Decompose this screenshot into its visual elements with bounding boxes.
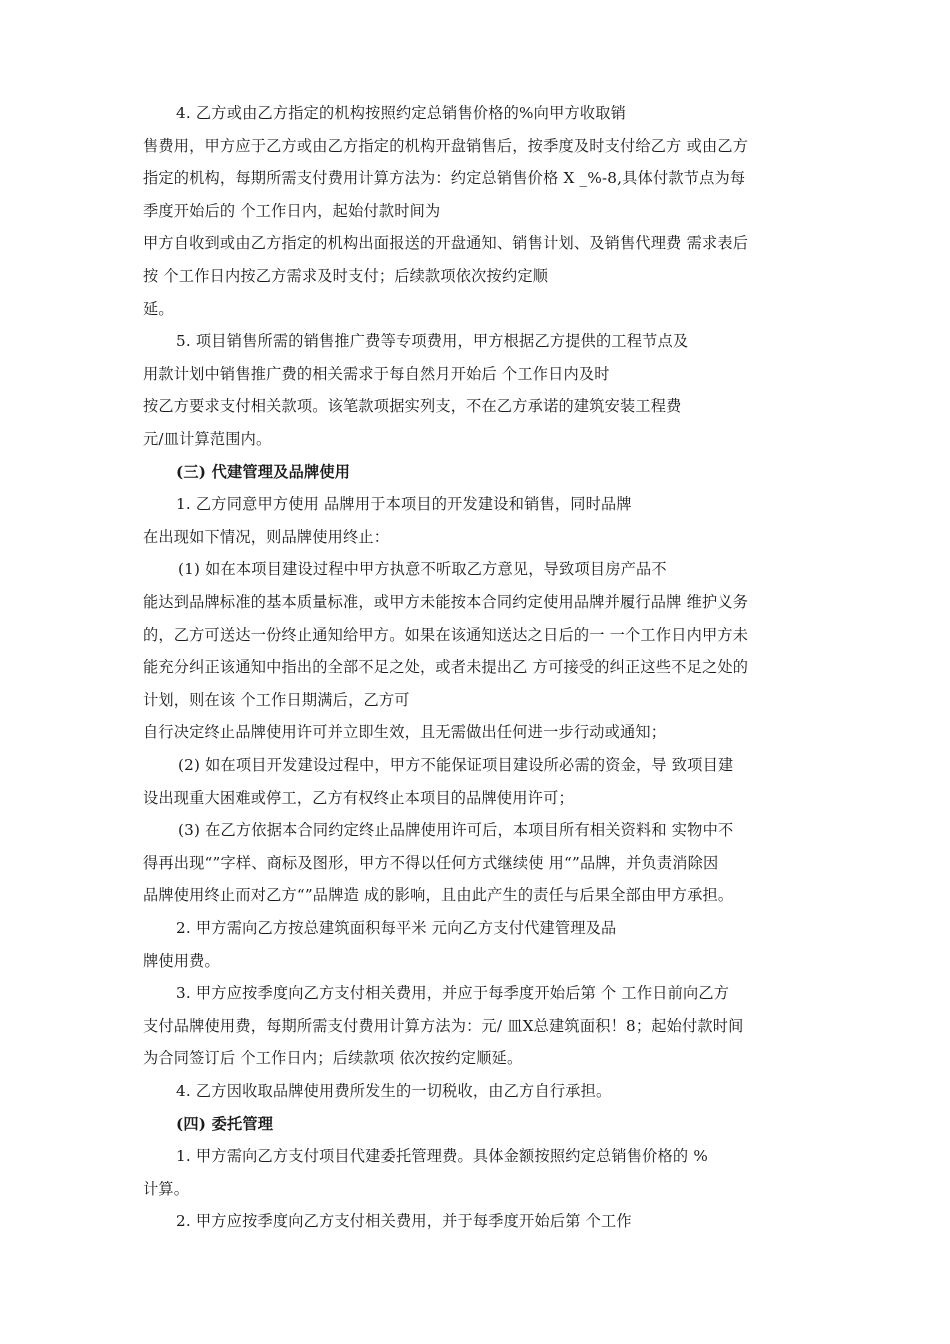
text-line: 1. 甲方需向乙方支付项目代建委托管理费。具体金额按照约定总销售价格的 % [176, 1147, 708, 1166]
text-line: 支付品牌使用费，每期所需支付费用计算方法为：元/ 皿X总建筑面积！8；起始付款时间 [143, 1016, 744, 1035]
text-line: 按乙方要求支付相关款项。该笔款项据实列支，不在乙方承诺的建筑安装工程费 [143, 397, 682, 416]
text-line: 1. 乙方同意甲方使用 品牌用于本项目的开发建设和销售，同时品牌 [176, 495, 632, 514]
text-line: 的，乙方可送达一份终止通知给甲方。如果在该通知送达之日后的一 一个工作日内甲方未 [143, 625, 749, 644]
section-heading: (三) 代建管理及品牌使用 [176, 462, 351, 481]
text-line: 4. 乙方因收取品牌使用费所发生的一切税收，由乙方自行承担。 [176, 1082, 612, 1100]
text-line: 品牌使用终止而对乙方“”品牌造 成的影响，且由此产生的责任与后果全部由甲方承担。 [143, 886, 734, 905]
text-line: 能充分纠正该通知中指出的全部不足之处，或者未提出乙 方可接受的纠正这些不足之处的 [143, 658, 749, 677]
text-line: (3) 在乙方依据本合同约定终止品牌使用许可后，本项目所有相关资料和 实物中不 [178, 821, 734, 840]
text-line: 能达到品牌标准的基本质量标准，或甲方未能按本合同约定使用品牌并履行品牌 维护义务 [143, 593, 749, 611]
text-line: 按 个工作日内按乙方需求及时支付；后续款项依次按约定顺 [143, 267, 549, 285]
text-line: 为合同签订后 个工作日内；后续款项 依次按约定顺延。 [143, 1049, 523, 1068]
text-line: 2. 甲方需向乙方按总建筑面积每平米 元向乙方支付代建管理及品 [176, 919, 617, 937]
text-line: 季度开始后的 个工作日内，起始付款时间为 [143, 201, 441, 220]
text-line: 3. 甲方应按季度向乙方支付相关费用，并应于每季度开始后第 个 工作日前向乙方 [176, 984, 730, 1003]
text-line: 指定的机构，每期所需支付费用计算方法为：约定总销售价格 X _%-8,具体付款节点为每 [143, 169, 746, 188]
text-line: 在出现如下情况，则品牌使用终止： [143, 527, 390, 546]
section-heading: (四) 委托管理 [176, 1114, 274, 1133]
text-line: 甲方自收到或由乙方指定的机构出面报送的开盘通知、销售计划、及销售代理费 需求表后 [143, 234, 749, 253]
text-line: 自行决定终止品牌使用许可并立即生效，且无需做出任何进一步行动或通知； [143, 723, 667, 742]
text-line: 5. 项目销售所需的销售推广费等专项费用，甲方根据乙方提供的工程节点及 [176, 332, 689, 351]
text-line: 元/皿计算范围内。 [143, 430, 272, 448]
text-line: 售费用，甲方应于乙方或由乙方指定的机构开盘销售后，按季度及时支付给乙方 或由乙方 [143, 136, 749, 155]
text-line: 用款计划中销售推广费的相关需求于每自然月开始后 个工作日内及时 [143, 364, 610, 383]
text-line: 设出现重大困难或停工，乙方有权终止本项目的品牌使用许可； [143, 788, 574, 807]
text-line: 计划，则在该 个工作日期满后，乙方可 [143, 690, 410, 709]
text-line: (2) 如在项目开发建设过程中，甲方不能保证项目建设所必需的资金，导 致项目建 [178, 756, 734, 774]
text-line: 延。 [143, 299, 174, 318]
text-line: 2. 甲方应按季度向乙方支付相关费用，并于每季度开始后第 个工作 [176, 1212, 632, 1231]
text-line: 4. 乙方或由乙方指定的机构按照约定总销售价格的%向甲方收取销 [176, 104, 627, 122]
text-line: 计算。 [143, 1179, 190, 1198]
text-line: 得再出现“”字样、商标及图形，甲方不得以任何方式继续使 用“”品牌，并负责消除因 [143, 853, 719, 872]
text-line: (1) 如在本项目建设过程中甲方执意不听取乙方意见，导致项目房产品不 [178, 560, 667, 579]
text-line: 牌使用费。 [143, 951, 220, 970]
